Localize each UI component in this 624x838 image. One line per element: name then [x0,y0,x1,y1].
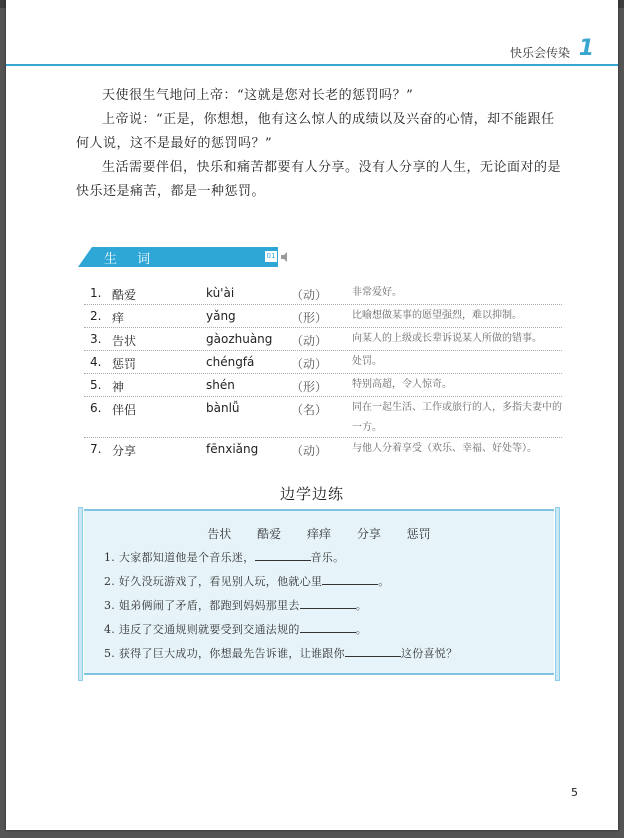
vocab-number: 4. [90,355,102,369]
question-text-end: 这份喜悦？ [400,647,458,660]
vocab-word: 惩罚 [112,357,137,371]
question [104,573,390,589]
paragraph-1: 天使很生气地问上帝：“这就是您对长老的惩罚吗？” [102,88,414,103]
vocab-number: 2. [90,309,102,323]
question-text: 1. 大家都知道他是个音乐迷， [104,551,255,564]
vocab-word: 神 [112,380,125,394]
vocab-word: 伴侣 [112,403,137,417]
vocab-pinyin: shén [206,378,235,392]
vocab-title: 生 词 [104,252,159,267]
vocab-definition: 处罚。 [352,356,382,367]
question-text: 3. 姐弟俩闹了矛盾，都跑到妈妈那里去 [104,599,300,612]
question [104,645,457,661]
vocab-pos: （形） [291,380,328,394]
paragraph-2: 上帝说：“正是，你想想，他有这么惊人的成绩以及兴奋的心情，却不能跟任何人说，这不是最好的惩罚吗？” [76,112,555,151]
vocab-pinyin: yǎng [206,309,236,323]
practice-title: 边学边练 [279,485,344,503]
word-bank-item: 痒痒 [306,527,331,541]
vocab-definition: 比喻想做某事的愿望强烈，难以抑制。 [352,310,522,321]
vocab-pos: （动） [291,334,328,348]
vocab-word: 痒 [112,311,125,325]
practice-panel [78,507,560,681]
practice-body [84,509,554,675]
vocab-number: 1. [90,286,102,300]
answer-blank[interactable] [345,646,401,657]
vocab-row [84,328,562,351]
question-text: 5. 获得了巨大成功，你想最先告诉谁，让谁跟你 [104,647,345,660]
vocab-row [84,374,562,397]
lesson-number: 1 [578,36,594,61]
question-text-end: 。 [378,575,390,588]
vocab-number: 3. [90,332,102,346]
question [104,597,367,613]
vocab-pos: （动） [291,288,328,302]
word-bank [84,525,554,542]
word-bank-item: 酷爱 [257,527,282,541]
vocab-word: 酷爱 [112,288,137,302]
word-bank-item: 分享 [356,527,381,541]
header-rule [6,64,618,66]
answer-blank[interactable] [300,598,356,609]
word-bank-item: 告状 [207,527,232,541]
audio-icon[interactable] [280,251,290,263]
page-number: 5 [571,786,578,799]
answer-blank[interactable] [255,550,311,561]
vocab-table [84,282,562,463]
vocab-row [84,305,562,328]
word-bank-item: 惩罚 [406,527,431,541]
paragraph-3: 生活需要伴侣，快乐和痛苦都要有人分享。没有人分享的人生，无论面对的是快乐还是痛苦，都是一种惩罚。 [76,160,562,199]
vocab-row [84,282,562,305]
vocab-definition: 特别高超，令人惊奇。 [352,379,452,390]
vocab-pos: （动） [291,444,328,458]
track-badge: 01 [264,250,278,263]
vocab-definition: 与他人分着享受（欢乐、幸福、好处等）。 [352,443,537,454]
vocab-pinyin: gàozhuàng [206,332,273,346]
question-text-end: 。 [355,599,368,612]
vocab-banner [78,247,288,267]
question [104,549,344,565]
vocab-pos: （名） [291,403,328,417]
vocab-pinyin: chéngfá [206,355,255,369]
vocab-definition: 非常爱好。 [352,287,402,298]
book-page [6,0,618,830]
vocab-pinyin: kù'ài [206,286,235,300]
vocab-definition: 向某人的上级或长辈诉说某人所做的错事。 [352,333,542,344]
scroll-rod-right [555,507,560,681]
vocab-number: 6. [90,401,102,415]
vocab-row [84,438,562,463]
vocab-pos: （形） [291,311,328,325]
vocab-number: 7. [90,442,102,456]
running-header [6,30,618,64]
question-text-end: 音乐。 [310,551,345,564]
vocab-number: 5. [90,378,102,392]
scroll-rod-left [78,507,83,681]
vocab-word: 分享 [112,444,137,458]
answer-blank[interactable] [300,622,356,633]
running-title: 快乐会传染 [509,46,570,60]
question-text: 2. 好久没玩游戏了，看见别人玩，他就心里 [104,575,323,588]
vocab-word: 告状 [112,334,137,348]
question [104,621,367,637]
vocab-pinyin: bànlǚ [206,401,240,415]
vocab-row [84,351,562,374]
vocab-pinyin: fēnxiǎng [206,442,259,456]
question-text-end: 。 [355,623,368,636]
vocab-pos: （动） [291,357,328,371]
vocab-row [84,397,562,438]
answer-blank[interactable] [322,574,378,585]
vocab-definition: 同在一起生活、工作或旅行的人，多指夫妻中的一方。 [352,402,562,433]
question-text: 4. 违反了交通规则就要受到交通法规的 [104,623,300,636]
